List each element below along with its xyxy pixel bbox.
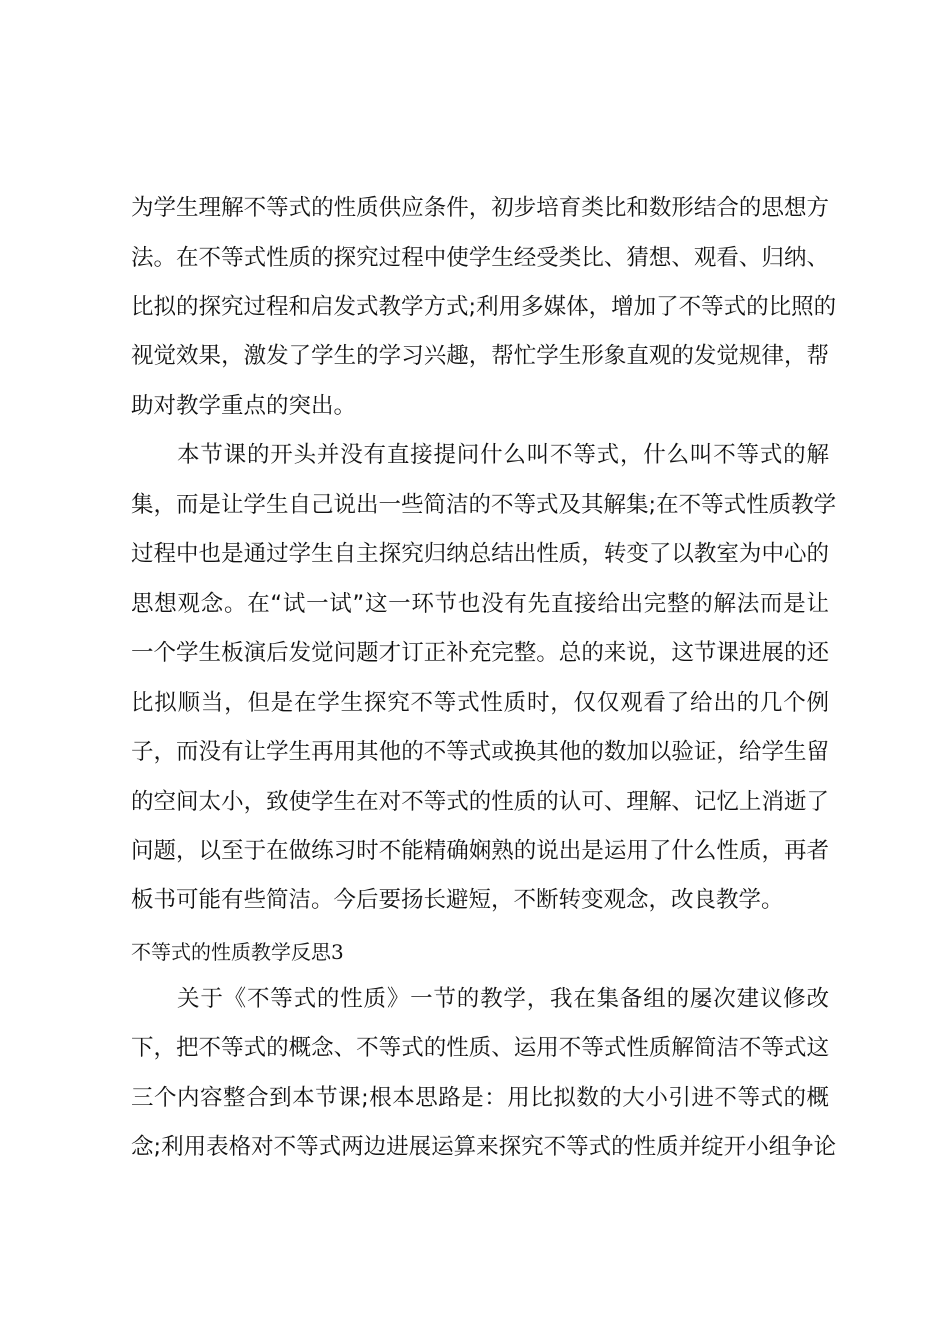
paragraph-3-line-4: 念;利用表格对不等式两边进展运算来探究不等式的性质并绽开小组争论 [131, 1134, 837, 1160]
paragraph-2-line-7: 子，而没有让学生再用其他的不等式或换其他的数加以验证，给学生留 [131, 739, 829, 765]
paragraph-2-line-3: 过程中也是通过学生自主探究归纳总结出性质，转变了以教室为中心的 [131, 541, 829, 567]
section-heading: 不等式的性质教学反思3 [131, 940, 344, 964]
paragraph-1-line-4: 视觉效果，激发了学生的学习兴趣，帮忙学生形象直观的发觉规律，帮 [131, 343, 829, 369]
paragraph-2-line-8: 的空间太小，致使学生在对不等式的性质的认可、理解、记忆上消逝了 [131, 789, 829, 815]
paragraph-3-line-3: 三个内容整合到本节课;根本思路是：用比拟数的大小引进不等式的概 [131, 1085, 829, 1111]
paragraph-2-line-2: 集，而是让学生自己说出一些简洁的不等式及其解集;在不等式性质教学 [131, 492, 837, 518]
paragraph-3-line-2: 下，把不等式的概念、不等式的性质、运用不等式性质解简洁不等式这 [131, 1035, 829, 1061]
paragraph-1-line-3: 比拟的探究过程和启发式教学方式;利用多媒体，增加了不等式的比照的 [131, 294, 837, 320]
paragraph-2-line-4: 思想观念。在“试一试”这一环节也没有先直接给出完整的解法而是让 [131, 591, 829, 617]
paragraph-2-line-9: 问题，以至于在做练习时不能精确娴熟的说出是运用了什么性质，再者 [131, 838, 829, 864]
paragraph-3-line-1: 关于《不等式的性质》一节的教学，我在集备组的屡次建议修改 [177, 986, 829, 1012]
paragraph-1-line-1: 为学生理解不等式的性质供应条件，初步培育类比和数形结合的思想方 [131, 195, 829, 221]
paragraph-2-line-6: 比拟顺当，但是在学生探究不等式性质时，仅仅观看了给出的几个例 [131, 690, 829, 716]
paragraph-2-line-10: 板书可能有些简洁。今后要扬长避短，不断转变观念，改良教学。 [131, 887, 784, 913]
paragraph-1-line-2: 法。在不等式性质的探究过程中使学生经受类比、猜想、观看、归纳、 [131, 245, 829, 271]
paragraph-2-line-5: 一个学生板演后发觉问题才订正补充完整。总的来说，这节课进展的还 [131, 640, 829, 666]
paragraph-2-line-1: 本节课的开头并没有直接提问什么叫不等式，什么叫不等式的解 [177, 442, 829, 468]
paragraph-1-line-5: 助对教学重点的突出。 [131, 393, 357, 419]
